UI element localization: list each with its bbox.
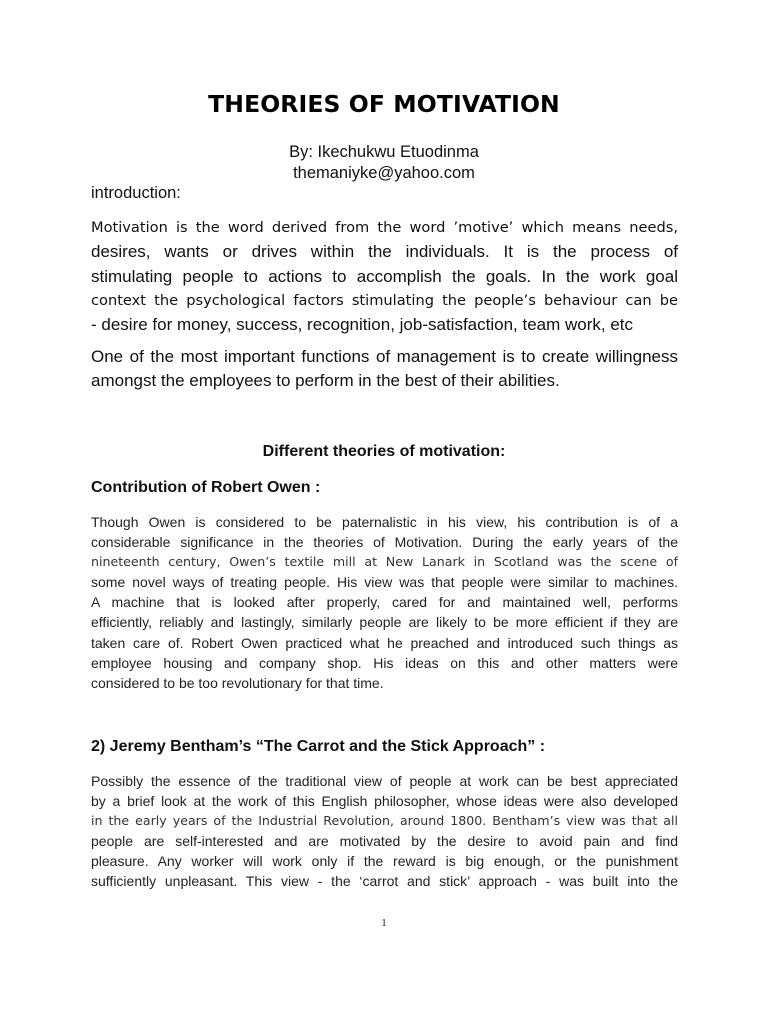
intro-line: context the psychological factors stimulating the people’s behaviour can be	[91, 291, 678, 309]
management-paragraph	[91, 345, 678, 394]
bentham-line: by a brief look at the work of this English philosopher, whose ideas were also developed	[91, 793, 678, 810]
intro-line: desires, wants or drives within the individuals. It is the process of	[91, 242, 678, 262]
owen-line: nineteenth century, Owen’s textile mill at New Lanark in Scotland was the scene of	[91, 554, 678, 570]
intro-paragraph	[91, 216, 678, 337]
bentham-line: sufficiently unpleasant. This view - the ‘carrot and stick’ approach - was built into the	[91, 873, 678, 890]
author-email: themaniyke@yahoo.com	[293, 164, 475, 182]
owen-line: considered to be too revolutionary for that time.	[91, 674, 384, 691]
author-name: By: Ikechukwu Etuodinma	[289, 143, 479, 161]
document-title: THEORIES OF MOTIVATION	[208, 90, 560, 118]
management-line: amongst the employees to perform in the best of their abilities.	[91, 371, 560, 391]
bentham-paragraph	[91, 771, 678, 892]
bentham-line: in the early years of the Industrial Revolution, around 1800. Bentham’s view was that all	[91, 813, 678, 829]
intro-line: Motivation is the word derived from the word ’motive’ which means needs,	[91, 219, 678, 236]
owen-line: A machine that is looked after properly, cared for and maintained well, performs	[91, 594, 678, 611]
bentham-heading: 2) Jeremy Bentham’s “The Carrot and the Stick Approach” :	[91, 738, 546, 755]
intro-line: stimulating people to actions to accomplish the goals. In the work goal	[91, 266, 678, 286]
bentham-line: people are self-interested and are motivated by the desire to avoid pain and find	[91, 833, 678, 850]
owen-heading: Contribution of Robert Owen :	[91, 479, 321, 496]
introduction-label: introduction:	[91, 184, 181, 202]
bentham-line: Possibly the essence of the traditional view of people at work can be best appreciated	[91, 773, 678, 789]
page-number: 1	[381, 917, 387, 929]
owen-line: considerable significance in the theories of Motivation. During the early years of the	[91, 534, 678, 551]
intro-line: - desire for money, success, recognition, job-satisfaction, team work, etc	[91, 315, 634, 335]
bentham-line: pleasure. Any worker will work only if the reward is big enough, or the punishment	[91, 853, 678, 870]
owen-line: employee housing and company shop. His ideas on this and other matters were	[91, 654, 678, 671]
owen-line: efficiently, reliably and lastingly, similarly people are likely to be more efficient if they are	[91, 614, 678, 631]
owen-line: some novel ways of treating people. His view was that people were similar to machines.	[91, 574, 678, 591]
owen-paragraph	[91, 512, 678, 693]
management-line: One of the most important functions of management is to create willingness	[91, 347, 678, 366]
section-heading: Different theories of motivation:	[262, 443, 506, 460]
byline	[0, 142, 768, 184]
owen-line: taken care of. Robert Owen practiced what he preached and introduced such things as	[91, 634, 678, 651]
owen-line: Though Owen is considered to be paternalistic in his view, his contribution is of a	[91, 514, 678, 530]
